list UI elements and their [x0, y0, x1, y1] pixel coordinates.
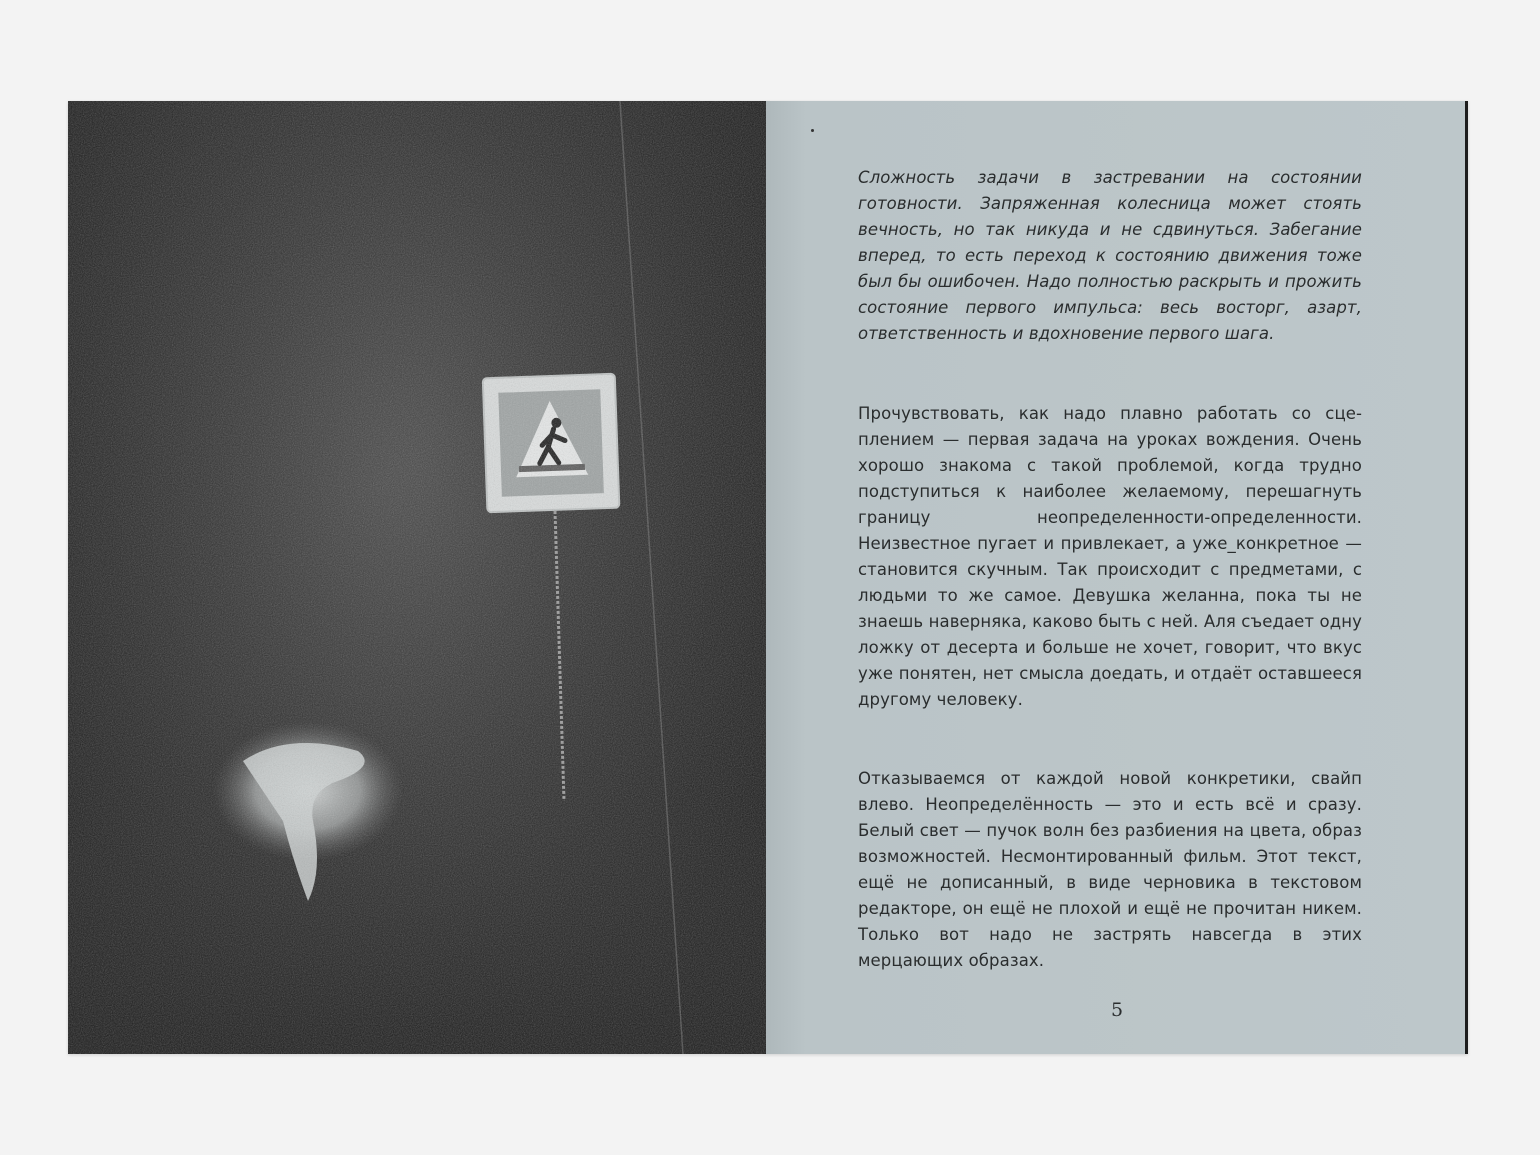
print-speck	[811, 129, 814, 132]
paragraph-3: Отказываемся от каждой новой конкретики, свайп влево. Неопределённость — это и есть всё и сразу. Белый свет — пучок волн без разбиения на цвета, образ возможностей. Несмонтированный фильм. Этот текст, ещё не дописанный, в виде черновика в текстовом редакторе, он ещё не плохой и ещё не прочитан никем. Только вот надо не застрять навсегда в этих мерцающих образах.	[858, 769, 1362, 970]
paragraph-2: Прочувствовать, как надо плавно работать со сцеплением — первая задача на уроках вождения. Очень хорошо знакома с такой проблемой, когда трудно подступиться к наиболее желаемому, перешагнуть границу неопределенности-определенности. Неизвестное пугает и привлекает, а уже_конкретное — становится скучным. Так происходит с предметами, с людьми то же самое. Девушка желанна, пока ты не знаешь наверняка, каково быть с ней. Аля съедает одну ложку от десерта и больше не хочет, говорит, что вкус уже понятен, нет смысла доедать, и отдаёт оставшееся другому человеку.	[858, 404, 1362, 709]
text-page	[766, 101, 1468, 1054]
page-number: 5	[1110, 999, 1124, 1021]
night-photo	[68, 101, 766, 1054]
photo-page	[68, 101, 766, 1054]
book-spread	[68, 101, 1468, 1054]
paragraph-1: Сложность задачи в застревании на состоянии готовности. Запряженная колесница может стоять вечность, но так никуда и не сдвинуться. Забегание вперед, то есть переход к состоянию движения тоже был бы ошибочен. Надо полностью раскрыть и прожить состояние первого импульса: весь восторг, азарт, ответственность и вдохновение первого шага.	[858, 168, 1362, 343]
